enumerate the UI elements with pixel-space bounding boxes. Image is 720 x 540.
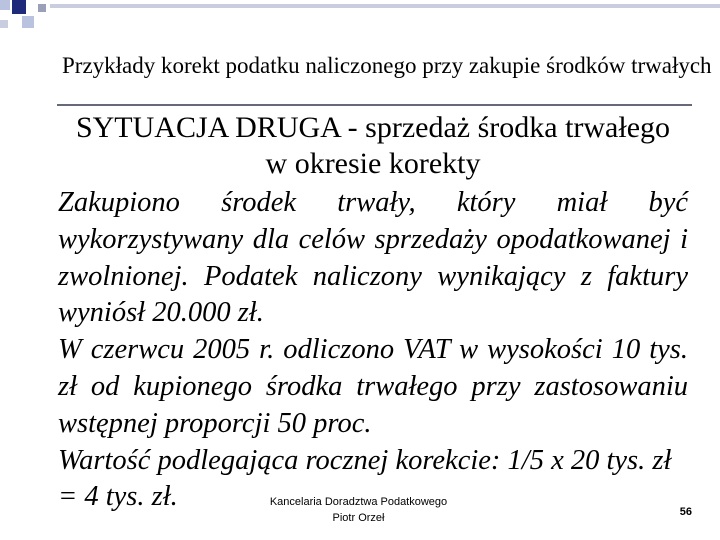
title-divider	[57, 104, 692, 106]
gray-square	[38, 4, 46, 12]
dark-square	[12, 0, 26, 14]
paragraph-correction: Wartość podlegająca rocznej korekcie: 1/5 x 20 tys. zł = 4 tys. zł.	[58, 444, 672, 513]
slide-body	[58, 185, 688, 516]
light-square	[22, 16, 34, 28]
heading-line-1: SYTUACJA DRUGA - sprzedaż środka trwałego	[75, 111, 671, 144]
slide-title: Przykłady korekt podatku naliczonego przy zakupie środków trwałych	[62, 53, 712, 78]
decorative-header-squares	[0, 0, 720, 36]
paragraph-purchase: Zakupiono środek trwały, który miał być wykorzystywany dla celów sprzedaży opodatkowanej i zwolnionej. Podatek naliczony wynikający z faktury wyniósł 20.000 zł.	[58, 187, 688, 329]
section-heading	[58, 110, 688, 182]
page-number: 56	[679, 506, 692, 518]
footer-company: Kancelaria Doradztwa Podatkowego	[269, 496, 448, 508]
gray-band	[50, 4, 720, 8]
light-square	[0, 20, 8, 28]
light-square	[0, 0, 10, 10]
footer-author	[256, 494, 461, 526]
paragraph-deduction: W czerwcu 2005 r. odliczono VAT w wysokości 10 tys. zł od kupionego środka trwałego przy zastosowaniu wstępnej proporcji 50 proc.	[58, 334, 688, 439]
heading-line-2: w okresie korekty	[265, 147, 481, 180]
footer-name: Piotr Orzeł	[332, 512, 385, 524]
